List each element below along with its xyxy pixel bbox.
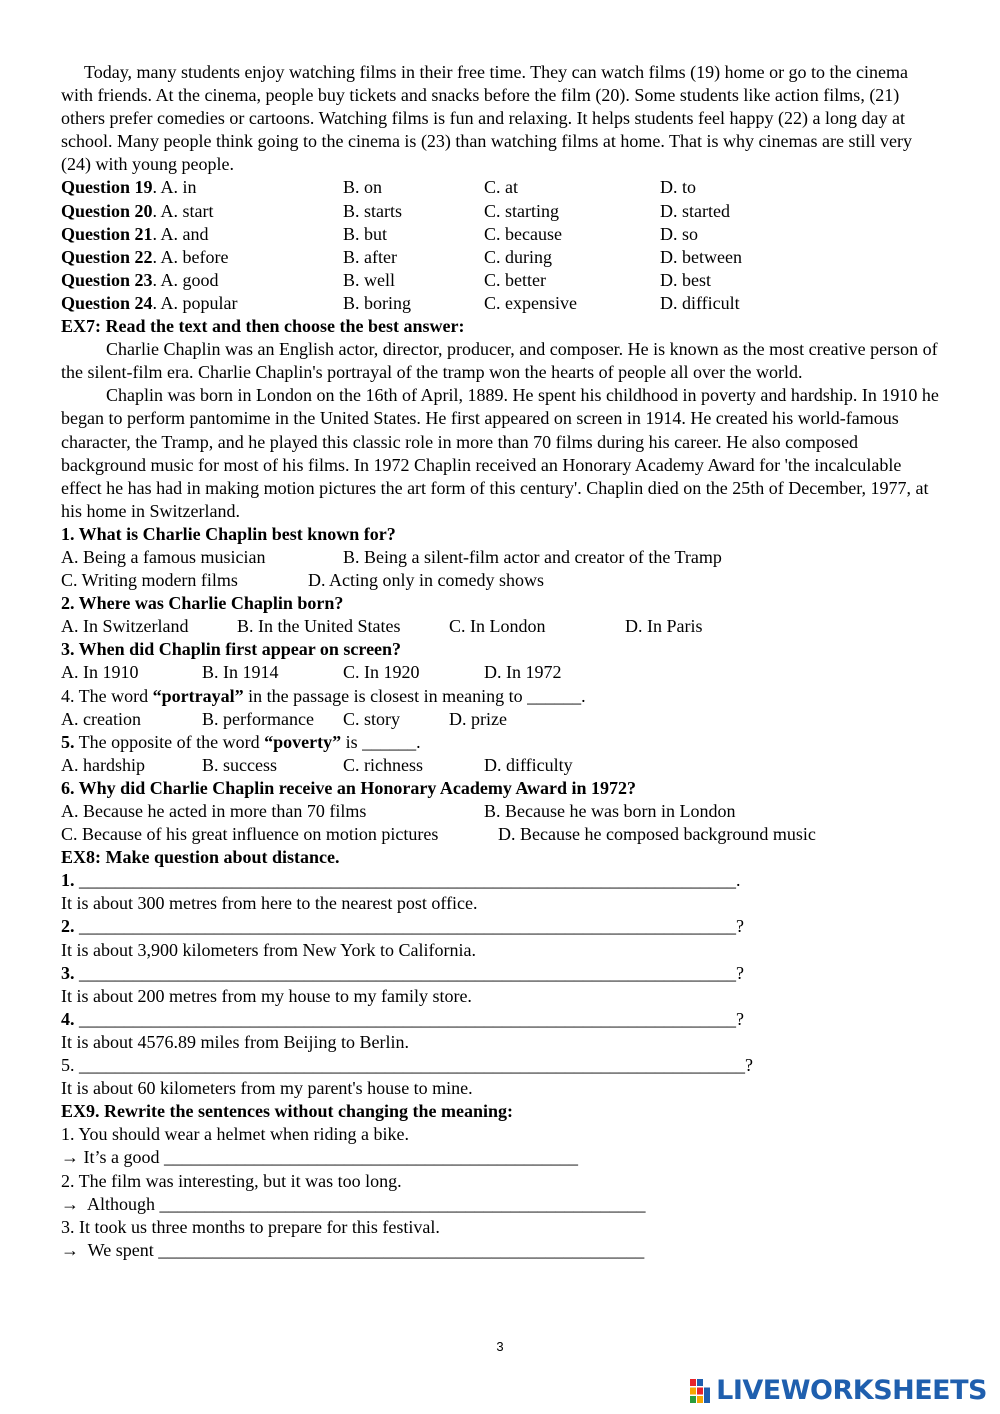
ex7-q5-options (61, 754, 941, 777)
option-d[interactable]: D. prize (449, 708, 507, 729)
ex9-rewrite-line-1[interactable]: → It’s a good ______________________________________________ (61, 1147, 578, 1168)
option-c[interactable]: C. expensive (484, 292, 577, 313)
option-b[interactable]: B. Being a silent-film actor and creator of the Tramp (343, 546, 722, 567)
option-c[interactable]: C. Writing modern films (61, 570, 238, 591)
ex7-question-1: 1. What is Charlie Chaplin best known for? (61, 523, 396, 544)
ex8-given-answer-5: It is about 60 kilometers from my parent's house to mine. (61, 1078, 473, 1099)
brand-text: LIVEWORKSHEETS (716, 1375, 987, 1407)
option-c[interactable]: C. because (484, 223, 562, 244)
ex8-given-answer-4: It is about 4576.89 miles from Beijing to Berlin. (61, 1031, 409, 1052)
ex8-heading: EX8: Make question about distance. (61, 847, 340, 868)
option-b[interactable]: B. success (202, 754, 277, 775)
ex8-given-answer-3: It is about 200 metres from my house to my family store. (61, 985, 472, 1006)
ex8-given-answer-1: It is about 300 metres from here to the nearest post office. (61, 893, 478, 914)
option-c[interactable]: C. In 1920 (343, 662, 420, 683)
option-a[interactable]: A. Because he acted in more than 70 films (61, 801, 367, 821)
option-d[interactable]: D. best (660, 269, 711, 290)
ex9-sentence-2: 2. The film was interesting, but it was too long. (61, 1170, 402, 1191)
ex7-question-4: 4. The word “portrayal” in the passage is closest in meaning to ______. (61, 685, 586, 706)
option-a[interactable]: A. Being a famous musician (61, 546, 266, 567)
option-c[interactable]: C. better (484, 269, 546, 290)
ex8-answer-line-1[interactable]: 1. _________________________________________________________________________. (61, 870, 741, 891)
option-c[interactable]: C. starting (484, 200, 559, 221)
liveworksheets-logo-icon (690, 1378, 714, 1404)
cloze-question-19 (61, 176, 941, 199)
cloze-questions (61, 176, 941, 315)
ex9-rewrite-line-3[interactable]: → We spent ______________________________________________________ (61, 1239, 645, 1260)
ex7-heading: EX7: Read the text and then choose the best answer: (61, 316, 465, 337)
option-b[interactable]: B. but (343, 223, 388, 244)
page-number: 3 (496, 1339, 504, 1354)
option-b[interactable]: B. starts (343, 200, 403, 221)
question-label: Question 23. A. good (61, 269, 219, 290)
ex8-answer-line-3[interactable]: 3. _________________________________________________________________________? (61, 962, 744, 983)
ex7-q1-options-row1 (61, 546, 941, 569)
option-b[interactable]: B. well (343, 269, 395, 290)
ex9-rewrite-line-2[interactable]: → Although ______________________________________________________ (61, 1193, 646, 1214)
ex8-given-answer-2: It is about 3,900 kilometers from New York to California. (61, 939, 476, 960)
option-d[interactable]: D. started (660, 200, 730, 221)
cloze-question-21 (61, 223, 941, 246)
cloze-question-20 (61, 200, 941, 223)
ex9-sentence-1: 1. You should wear a helmet when riding a bike. (61, 1124, 409, 1145)
ex7-q6-options-row2 (61, 823, 941, 846)
option-b[interactable]: B. performance (202, 708, 314, 729)
cloze-question-23 (61, 269, 941, 292)
option-a[interactable]: A. creation (61, 708, 141, 729)
option-b[interactable]: B. Because he was born in London (484, 801, 736, 821)
option-b[interactable]: B. In the United States (237, 616, 401, 637)
option-c[interactable]: C. during (484, 246, 553, 267)
option-d[interactable]: D. Because he composed background music (498, 824, 816, 845)
option-d[interactable]: D. In 1972 (484, 662, 562, 683)
question-label: Question 20. A. start (61, 200, 214, 221)
ex8-answer-line-5[interactable]: 5. __________________________________________________________________________? (61, 1055, 753, 1076)
ex9-sentence-3: 3. It took us three months to prepare for this festival. (61, 1216, 440, 1237)
option-a[interactable]: A. hardship (61, 754, 145, 775)
option-c[interactable]: C. richness (343, 754, 423, 775)
ex7-paragraph-2: Chaplin was born in London on the 16th of April, 1889. He spent his childhood in poverty and hardship. In 1910 he began to perform pantomime in the United States. He first appeared on screen in 1914. He created his world-famous character, the Tramp, and he played this classic role in more than 70 films during his career. He also composed background music for most of his films. In 1972 Chaplin received an Honorary Academy Award for 'the incalculable effect he has had in making motion pictures the art form of this century'. Chaplin died on the 25th of December, 1977, at his home in Switzerland. (61, 385, 939, 521)
ex7-q3-options (61, 661, 941, 684)
ex9-heading: EX9. Rewrite the sentences without changing the meaning: (61, 1101, 513, 1122)
option-d[interactable]: D. difficulty (484, 754, 573, 775)
liveworksheets-logo[interactable] (690, 1375, 987, 1407)
question-label: Question 19. A. in (61, 177, 197, 198)
ex7-q2-options (61, 615, 941, 638)
question-label: Question 22. A. before (61, 246, 229, 267)
option-b[interactable]: B. boring (343, 292, 412, 313)
option-a[interactable]: A. In Switzerland (61, 616, 189, 637)
ex7-q6-options-row1 (61, 800, 941, 823)
option-c[interactable]: C. Because of his great influence on motion pictures (61, 824, 439, 845)
option-d[interactable]: D. to (660, 177, 696, 198)
cloze-passage: Today, many students enjoy watching films in their free time. They can watch films (19) home or go to the cinema with friends. At the cinema, people buy tickets and snacks before the film (20). Some students like action films, (21) others prefer comedies or cartoons. Watching films is fun and relaxing. It helps students feel happy (22) a long day at school. Many people think going to the cinema is (23) than watching films at home. That is why cinemas are still very (24) with young people. (61, 62, 912, 175)
ex7-question-5: 5. The opposite of the word “poverty” is ______. (61, 731, 421, 752)
cloze-question-24 (61, 292, 941, 315)
option-d[interactable]: D. In Paris (625, 616, 703, 637)
ex8-answer-line-2[interactable]: 2. _________________________________________________________________________? (61, 916, 744, 937)
option-c[interactable]: C. at (484, 177, 518, 198)
ex7-question-6: 6. Why did Charlie Chaplin receive an Honorary Academy Award in 1972? (61, 777, 637, 798)
option-c[interactable]: C. story (343, 708, 401, 729)
ex8-answer-line-4[interactable]: 4. _________________________________________________________________________? (61, 1008, 744, 1029)
ex7-q1-options-row2 (61, 569, 941, 592)
option-d[interactable]: D. between (660, 246, 742, 267)
ex7-q4-options (61, 708, 941, 731)
option-b[interactable]: B. after (343, 246, 397, 267)
ex7-question-2: 2. Where was Charlie Chaplin born? (61, 593, 344, 614)
cloze-question-22 (61, 246, 941, 269)
option-b[interactable]: B. on (343, 177, 383, 198)
option-d[interactable]: D. Acting only in comedy shows (308, 570, 544, 591)
option-b[interactable]: B. In 1914 (202, 662, 279, 683)
option-d[interactable]: D. difficult (660, 292, 740, 313)
option-d[interactable]: D. so (660, 223, 699, 244)
worksheet-page (61, 61, 941, 1262)
option-a[interactable]: A. In 1910 (61, 662, 139, 683)
ex7-question-3: 3. When did Chaplin first appear on screen? (61, 639, 402, 660)
option-c[interactable]: C. In London (449, 616, 546, 637)
question-label: Question 21. A. and (61, 223, 209, 244)
question-label: Question 24. A. popular (61, 292, 238, 313)
ex7-paragraph-1: Charlie Chaplin was an English actor, director, producer, and composer. He is known as the most creative person of the silent-film era. Charlie Chaplin's portrayal of the tramp won the hearts of people all over the world. (61, 339, 938, 383)
